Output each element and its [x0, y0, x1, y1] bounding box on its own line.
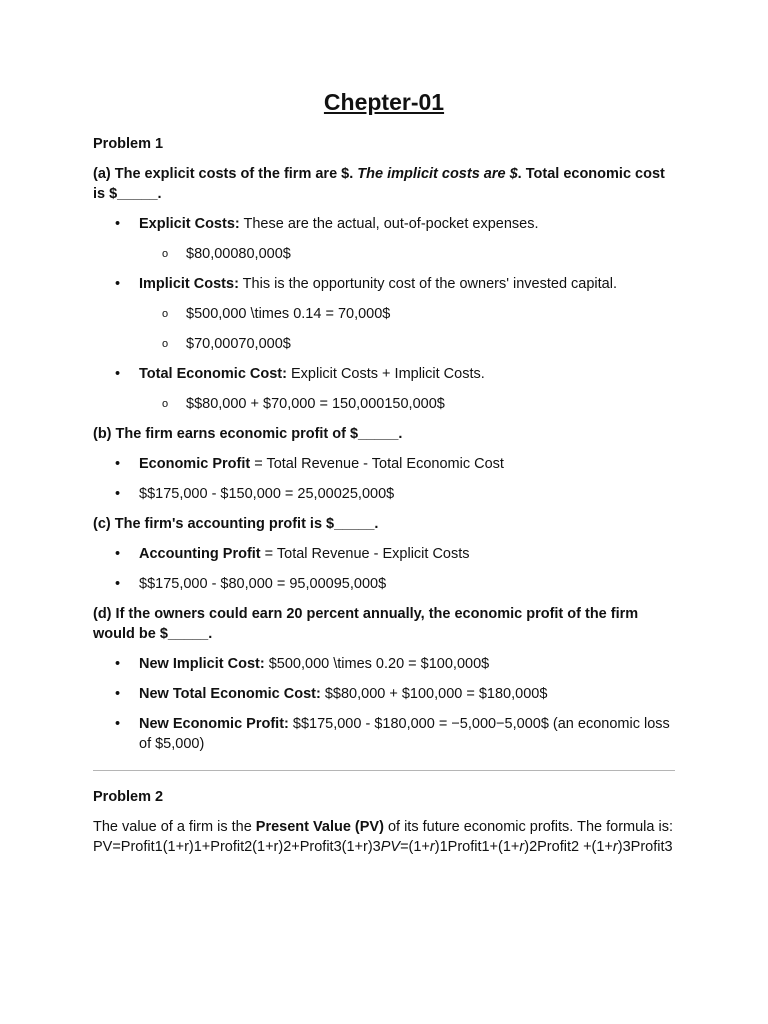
question-b: (b) The firm earns economic profit of $_____. — [93, 426, 403, 442]
explicit-costs-calc: $80,00080,000$ — [186, 246, 291, 262]
question-a — [93, 164, 675, 204]
total-economic-cost-calc: $$80,000 + $70,000 = 150,000150,000$ — [186, 396, 445, 412]
new-total-cost-label: New Total Economic Cost: — [139, 686, 321, 702]
intro-text-2: of its future economic profits. The formula is: — [383, 819, 673, 835]
list-item — [93, 454, 675, 474]
list-item — [93, 304, 675, 324]
list-item — [93, 364, 675, 384]
question-a-italic: The implicit costs are $ — [357, 166, 518, 182]
accounting-profit-calc: $$175,000 - $80,000 = 95,00095,000$ — [139, 576, 387, 592]
formula-part-2: =(1+ — [400, 839, 430, 855]
question-a-part1: (a) The explicit costs of the firm are $. — [93, 166, 358, 182]
intro-bold-term: Present Value (PV) — [255, 819, 384, 835]
intro-text-1: The value of a firm is the — [93, 819, 256, 835]
implicit-costs-calc-1: $500,000 \times 0.14 = 70,000$ — [186, 306, 391, 322]
list-item — [93, 684, 675, 704]
economic-profit-label: Economic Profit — [139, 456, 251, 472]
list-item — [93, 334, 675, 354]
total-economic-cost-text: Explicit Costs + Implicit Costs. — [286, 366, 485, 382]
list-item — [93, 484, 675, 504]
question-c: (c) The firm's accounting profit is $_____. — [93, 516, 379, 532]
implicit-costs-label: Implicit Costs: — [139, 276, 239, 292]
formula-r-1: r — [429, 839, 435, 855]
explicit-costs-text: These are the actual, out-of-pocket expenses. — [239, 216, 539, 232]
list-item — [93, 544, 675, 564]
answer-b-list — [93, 454, 675, 504]
list-item — [93, 654, 675, 674]
new-total-cost-text: $$80,000 + $100,000 = $180,000$ — [320, 686, 548, 702]
new-economic-profit-label: New Economic Profit: — [139, 716, 289, 732]
list-item — [93, 244, 675, 264]
accounting-profit-text: = Total Revenue - Explicit Costs — [260, 546, 470, 562]
answer-c-list — [93, 544, 675, 594]
accounting-profit-label: Accounting Profit — [139, 546, 261, 562]
explicit-costs-label: Explicit Costs: — [139, 216, 240, 232]
answer-a-list — [93, 214, 675, 414]
list-item — [93, 274, 675, 294]
formula-part-3: )1Profit1+(1+ — [434, 839, 520, 855]
economic-profit-calc: $$175,000 - $150,000 = 25,00025,000$ — [139, 486, 395, 502]
list-item — [93, 714, 675, 754]
implicit-costs-calc-2: $70,00070,000$ — [186, 336, 291, 352]
new-implicit-cost-label: New Implicit Cost: — [139, 656, 265, 672]
problem-2-intro — [93, 817, 675, 837]
new-implicit-cost-text: $500,000 \times 0.20 = $100,000$ — [264, 656, 490, 672]
economic-profit-text: = Total Revenue - Total Economic Cost — [250, 456, 504, 472]
problem-2-heading: Problem 2 — [93, 789, 164, 805]
formula-part-5: )3Profit3 — [617, 839, 673, 855]
implicit-costs-text: This is the opportunity cost of the owners' invested capital. — [238, 276, 617, 292]
page-title: Chepter-01 — [323, 89, 445, 115]
formula-r-2: r — [519, 839, 525, 855]
list-item — [93, 214, 675, 234]
section-divider — [93, 770, 675, 771]
formula-r-3: r — [612, 839, 618, 855]
formula-pv: PV — [380, 839, 401, 855]
list-item — [93, 394, 675, 414]
new-economic-profit-text: $$175,000 - $180,000 = −5,000−5,000$ (an economic loss of $5,000) — [139, 716, 670, 752]
formula-part-1: PV=Profit1(1+r)1+Profit2(1+r)2+Profit3(1+r)3 — [93, 839, 381, 855]
problem-1-heading: Problem 1 — [93, 136, 164, 152]
formula-part-4: )2Profit2 +(1+ — [524, 839, 613, 855]
answer-d-list — [93, 654, 675, 754]
question-d: (d) If the owners could earn 20 percent annually, the economic profit of the firm would be $_____. — [93, 606, 639, 642]
total-economic-cost-label: Total Economic Cost: — [139, 366, 287, 382]
list-item — [93, 574, 675, 594]
pv-formula — [93, 837, 675, 857]
question-a-part3: . Total economic cost is $_____. — [93, 166, 665, 202]
